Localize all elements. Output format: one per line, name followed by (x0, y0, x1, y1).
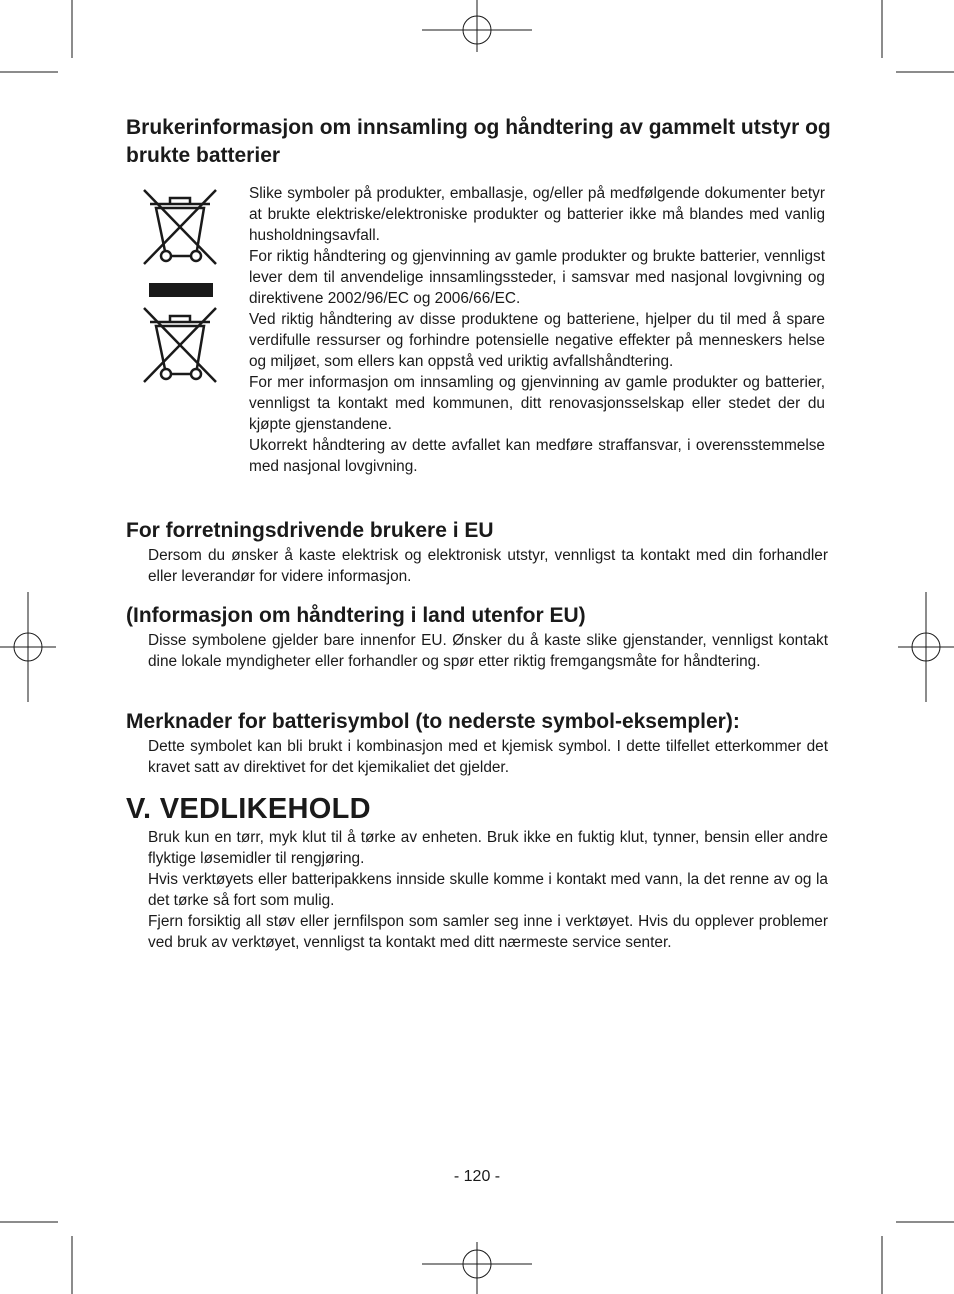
crossed-out-wheelie-bin-icon (140, 186, 220, 270)
section-heading-outside-eu: (Informasjon om håndtering i land utenfor EU) (126, 604, 586, 627)
maintenance-paragraph: Hvis verktøyets eller batteripakkens innside skulle komme i kontakt med vann, la det renne av og la det tørke så fort som mulig. (148, 871, 828, 909)
solid-bar-icon (149, 283, 213, 297)
crossed-out-wheelie-bin-with-bar-icon (140, 304, 220, 388)
page-number: - 120 - (453, 1168, 501, 1185)
maintenance-paragraph: Fjern forsiktig all støv eller jernfilspon som samler seg inne i verktøyet. Hvis du opplever problemer ved bruk av verktøyet, vennligst ta kontakt med ditt nærmeste service senter. (148, 913, 828, 951)
section-heading-eu-business: For forretningsdrivende brukere i EU (126, 519, 494, 542)
outside-eu-text (148, 630, 828, 672)
eu-business-text (148, 545, 828, 587)
section-heading-collection: Brukerinformasjon om innsamling og håndtering av gammelt utstyr og brukte batterier (126, 116, 831, 167)
eu-business-paragraph: Dersom du ønsker å kaste elektrisk og elektronisk utstyr, vennligst ta kontakt med din forhandler eller leverandør for videre informasjon. (148, 547, 828, 585)
outside-eu-paragraph: Disse symbolene gjelder bare innenfor EU. Ønsker du å kaste slike gjenstander, vennligst kontakt dine lokale myndigheter eller forhandler og spør etter riktig fremgangsmåte for håndtering. (148, 632, 828, 670)
maintenance-text-block (148, 827, 828, 953)
collection-paragraph: Ukorrekt håndtering av dette avfallet kan medføre straffansvar, i overensstemmelse med nasjonal lovgivning. (249, 437, 825, 475)
battery-symbol-paragraph: Dette symbolet kan bli brukt i kombinasjon med et kjemisk symbol. I dette tilfellet etterkommer det kravet satt av direktivet for det kjemikaliet det gjelder. (148, 738, 828, 776)
section-heading-battery-symbol: Merknader for batterisymbol (to nederste symbol-eksempler): (126, 710, 740, 733)
collection-text-block (249, 183, 825, 477)
collection-paragraph: For mer informasjon om innsamling og gjenvinning av gamle produkter og batterier, vennligst ta kontakt med kommunen, ditt renovasjonsselskap eller stedet der du kjøpte gjenstandene. (249, 374, 825, 433)
collection-paragraph: Slike symboler på produkter, emballasje, og/eller på medfølgende dokumenter betyr at brukte elektriske/elektroniske produkter og batterier ikke må blandes med vanlig husholdningsavfall. (249, 185, 825, 244)
chapter-heading-maintenance: V. VEDLIKEHOLD (126, 793, 371, 825)
collection-paragraph: For riktig håndtering og gjenvinning av gamle produkter og brukte batterier, vennligst lever dem til anvendelige innsamlingssteder, i samsvar med nasjonal lovgivning og direktivene 2002/96/EC og 2006/66/EC. (249, 248, 825, 307)
collection-paragraph: Ved riktig håndtering av disse produktene og batteriene, hjelper du til med å spare verdifulle ressurser og forhindre potensielle negative effekter på menneskers helse og miljøet, som ellers kan oppstå ved uriktig avfallshåndtering. (249, 311, 825, 370)
maintenance-paragraph: Bruk kun en tørr, myk klut til å tørke av enheten. Bruk ikke en fuktig klut, tynner, bensin eller andre flyktige løsemidler til rengjøring. (148, 829, 828, 867)
battery-symbol-text (148, 736, 828, 778)
